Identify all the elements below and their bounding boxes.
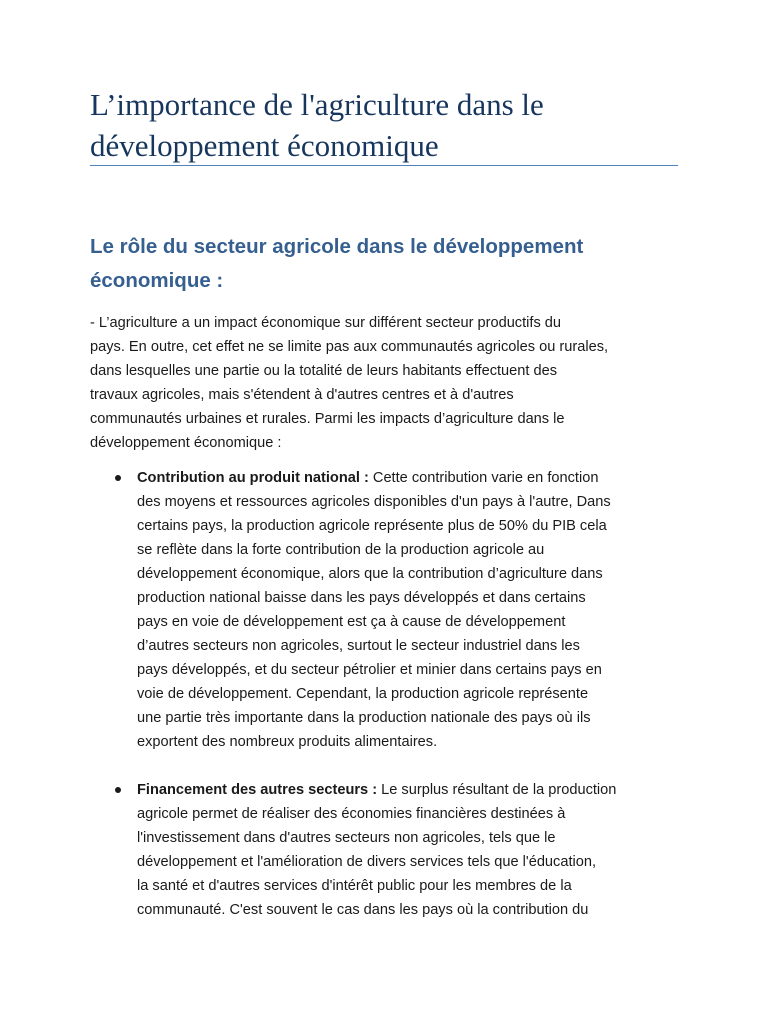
bullet-item	[90, 466, 695, 754]
intro-paragraph: - L’agriculture a un impact économique sur différent secteur productifs du pays. En outre, cet effet ne se limite pas aux communautés agricoles ou rurales, dans lesquelles une partie ou la totalité de leurs habitants effectuent des travaux agricoles, mais s'étendent à d'autres centres et à d'autres communautés urbaines et rurales. Parmi les impacts d’agriculture dans le développement économique :	[90, 315, 609, 451]
title-underline-rule	[90, 165, 678, 166]
bullet-item	[90, 778, 695, 922]
bullet-list	[90, 466, 695, 754]
bullet-body: Cette contribution varie en fonction des moyens et ressources agricoles disponibles d'un pays à l'autre, Dans certains pays, la production agricole représente plus de 50% du PIB cela se reflète dans la forte contribution de la production agricole au développement économique, alors que la contribution d’agriculture dans production national baisse dans les pays développés et dans certains pays en voie de développement est ça à cause de développement d’autres secteurs non agricoles, surtout le secteur industriel dans les pays développés, et du secteur pétrolier et minier dans certains pays en voie de développement. Cependant, la production agricole représente une partie très importante dans la production nationale des pays où ils exportent des nombreux produits alimentaires.	[137, 470, 611, 750]
bullet-paragraph	[137, 466, 695, 754]
document-title: L’importance de l'agriculture dans le développement économique	[90, 87, 544, 163]
bullet-term: Contribution au produit national :	[137, 470, 373, 486]
section-heading: Le rôle du secteur agricole dans le développement économique :	[90, 235, 584, 292]
bullet-term: Financement des autres secteurs :	[137, 782, 382, 798]
bullet-list	[90, 778, 695, 922]
bullet-paragraph	[137, 778, 695, 922]
bullet-body: Le surplus résultant de la production agricole permet de réaliser des économies financières destinées à l'investissement dans d'autres secteurs non agricoles, tels que le développement et l'amélioration de divers services tels que l'éducation, la santé et d'autres services d'intérêt public pour les membres de la communauté. C'est souvent le cas dans les pays où la contribution du	[137, 782, 617, 918]
bullet-dot-icon	[115, 475, 121, 481]
bullet-dot-icon	[115, 787, 121, 793]
